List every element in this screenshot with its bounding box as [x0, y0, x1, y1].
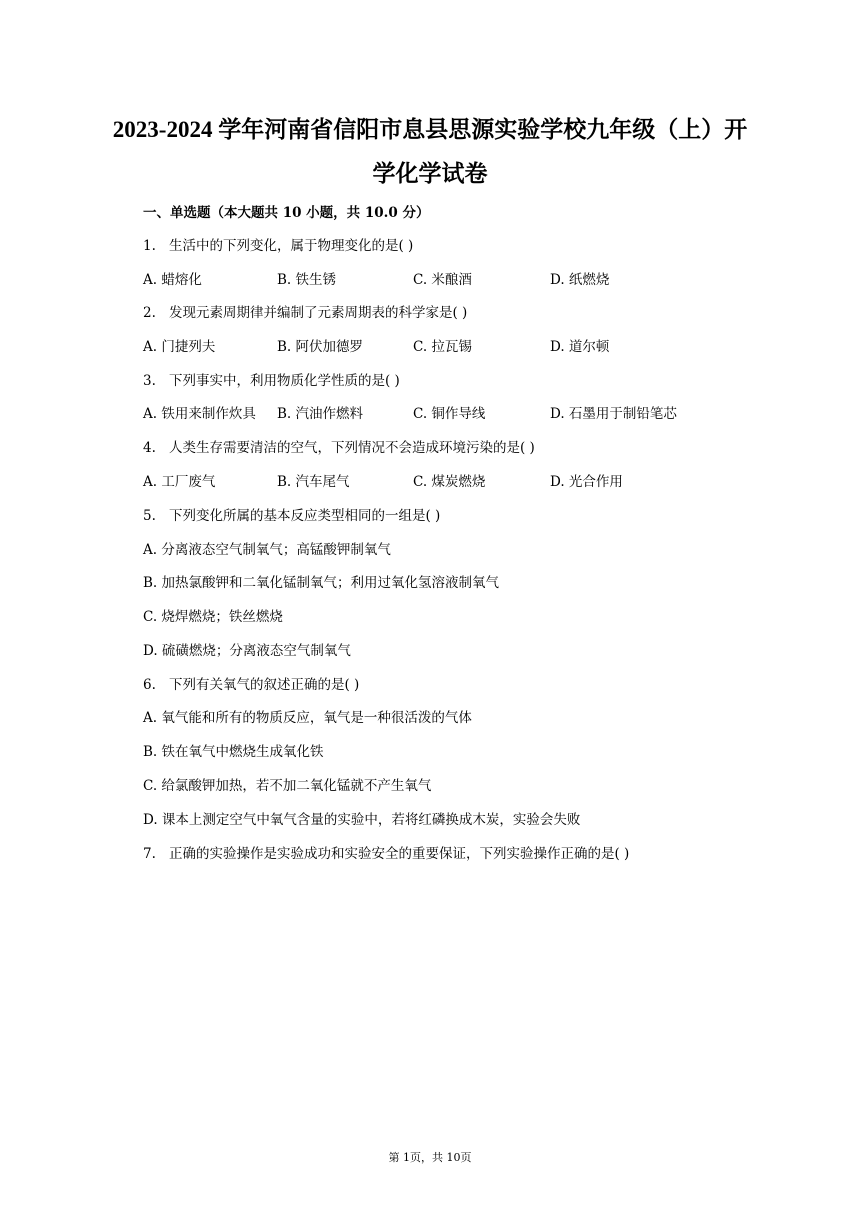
question-number: 7. — [143, 846, 156, 862]
question-number: 4. — [143, 440, 156, 456]
question-7 — [143, 844, 629, 864]
question-1-option-a: A. 蜡熔化 — [143, 272, 202, 288]
question-stem: 正确的实验操作是实验成功和实验安全的重要保证，下列实验操作正确的是( ) — [169, 846, 630, 862]
section-heading: 一、单选题（本大题共 10 小题，共 10.0 分） — [143, 205, 430, 221]
question-1-option-b: B. 铁生锈 — [277, 272, 337, 288]
question-number: 5. — [143, 508, 156, 524]
question-3-option-c: C. 铜作导线 — [413, 406, 486, 422]
question-5-option-b: B. 加热氯酸钾和二氧化锰制氧气；利用过氧化氢溶液制氧气 — [143, 575, 500, 591]
question-2-option-c: C. 拉瓦锡 — [413, 339, 472, 355]
exam-title-line-2: 学化学试卷 — [372, 161, 488, 186]
question-4-option-a: A. 工厂废气 — [143, 474, 216, 490]
question-6-option-a: A. 氧气能和所有的物质反应，氧气是一种很活泼的气体 — [143, 710, 472, 726]
question-stem: 人类生存需要清洁的空气，下列情况不会造成环境污染的是( ) — [169, 440, 535, 456]
question-stem: 生活中的下列变化，属于物理变化的是( ) — [169, 238, 414, 254]
question-4-option-d: D. 光合作用 — [550, 474, 623, 490]
question-stem: 发现元素周期律并编制了元素周期表的科学家是( ) — [169, 305, 468, 321]
question-2-option-b: B. 阿伏加德罗 — [277, 339, 364, 355]
question-stem: 下列事实中，利用物质化学性质的是( ) — [169, 373, 400, 389]
question-5-option-d: D. 硫磺燃烧；分离液态空气制氧气 — [143, 643, 351, 659]
question-number: 3. — [143, 373, 156, 389]
question-number: 2. — [143, 305, 156, 321]
question-4-option-b: B. 汽车尾气 — [277, 474, 350, 490]
question-1-option-d: D. 纸燃烧 — [550, 272, 610, 288]
question-number: 6. — [143, 677, 156, 693]
question-6 — [143, 675, 359, 695]
exam-title-line-1: 2023-2024 学年河南省信阳市息县思源实验学校九年级（上）开 — [112, 117, 748, 142]
question-3-option-b: B. 汽油作燃料 — [277, 406, 364, 422]
question-5 — [143, 506, 440, 526]
question-1-option-c: C. 米酿酒 — [413, 272, 472, 288]
question-stem: 下列变化所属的基本反应类型相同的一组是( ) — [169, 508, 441, 524]
question-3-option-d: D. 石墨用于制铅笔芯 — [550, 406, 677, 422]
question-stem: 下列有关氧气的叙述正确的是( ) — [169, 677, 360, 693]
question-6-option-d: D. 课本上测定空气中氧气含量的实验中，若将红磷换成木炭，实验会失败 — [143, 812, 581, 828]
question-3-option-a: A. 铁用来制作炊具 — [143, 406, 256, 422]
question-6-option-b: B. 铁在氧气中燃烧生成氧化铁 — [143, 744, 324, 760]
question-4-option-c: C. 煤炭燃烧 — [413, 474, 486, 490]
question-5-option-c: C. 烧焊燃烧；铁丝燃烧 — [143, 609, 283, 625]
question-2-option-d: D. 道尔顿 — [550, 339, 610, 355]
question-5-option-a: A. 分离液态空气制氧气；高锰酸钾制氧气 — [143, 542, 391, 558]
question-1 — [143, 236, 413, 256]
question-3 — [143, 371, 400, 391]
question-6-option-c: C. 给氯酸钾加热，若不加二氧化锰就不产生氧气 — [143, 778, 432, 794]
question-4 — [143, 438, 535, 458]
question-2 — [143, 303, 467, 323]
question-number: 1. — [143, 238, 156, 254]
question-2-option-a: A. 门捷列夫 — [143, 339, 216, 355]
page-footer: 第 1页，共 10页 — [388, 1151, 472, 1164]
